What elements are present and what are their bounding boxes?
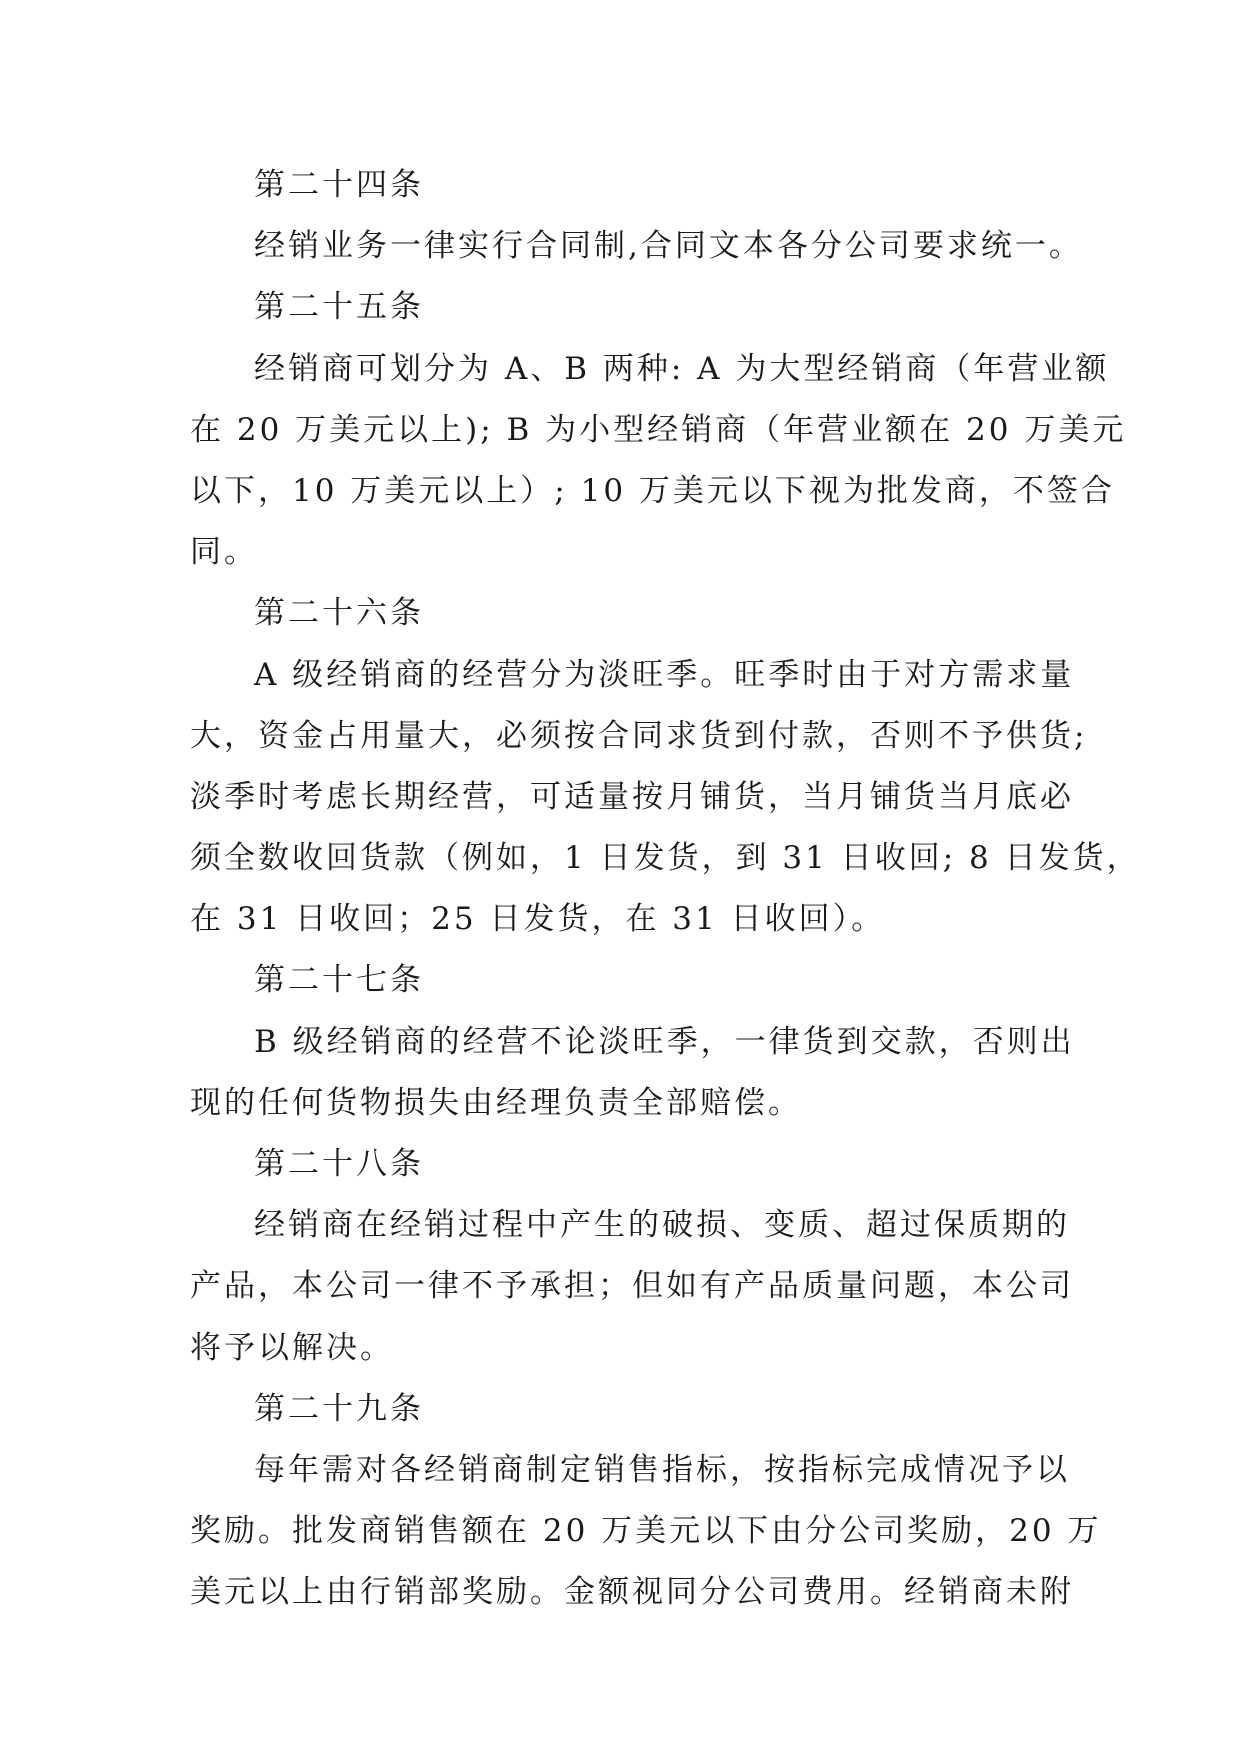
heading-text: 第二十九条 (254, 1390, 424, 1427)
article-paragraph (190, 1012, 1075, 1134)
article-heading (190, 1379, 1060, 1440)
heading-text: 第二十八条 (254, 1146, 424, 1182)
article-paragraph (190, 1195, 1074, 1379)
paragraph-line: 现的任何货物损失由经理负责全部赔偿。 (190, 1084, 802, 1121)
heading-text: 第二十七条 (254, 962, 424, 999)
article-paragraph (190, 1440, 1102, 1624)
article-paragraph (190, 645, 1141, 951)
article-heading (190, 1134, 1060, 1195)
paragraph-line: 将予以解决。 (190, 1329, 394, 1366)
document-body (190, 155, 1141, 1624)
paragraph-line: 产品，本公司一律不予承担；但如有产品质量问题，本公司 (190, 1268, 1074, 1305)
paragraph-line: 淡季时考虑长期经营，可适量按月铺货，当月铺货当月底必 (190, 778, 1074, 815)
paragraph-line: 经销商在经销过程中产生的破损、变质、超过保质期的 (254, 1207, 1070, 1244)
article-heading (190, 583, 1060, 644)
heading-text: 第二十四条 (254, 167, 424, 203)
article-heading (190, 277, 1060, 338)
article-paragraph (190, 339, 1127, 584)
article-heading (190, 155, 1060, 216)
paragraph-line: 经销商可划分为 A、B 两种: A 为大型经销商（年营业额 (254, 350, 1110, 387)
paragraph-line: 在 20 万美元以上); B 为小型经销商（年营业额在 20 万美元 (190, 411, 1127, 448)
article-heading (190, 950, 1060, 1011)
paragraph-line: A 级经销商的经营分为淡旺季。旺季时由于对方需求量 (254, 656, 1075, 693)
paragraph-line: 美元以上由行销部奖励。金额视同分公司费用。经销商未附 (190, 1574, 1074, 1611)
paragraph-line: 须全数收回货款（例如，1 日发货，到 31 日收回; 8 日发货， (190, 840, 1141, 877)
paragraph-line: 经销业务一律实行合同制,合同文本各分公司要求统一。 (254, 228, 1083, 265)
paragraph-line: 同。 (190, 534, 258, 571)
heading-text: 第二十五条 (254, 289, 424, 326)
paragraph-line: B 级经销商的经营不论淡旺季，一律货到交款，否则出 (254, 1023, 1075, 1060)
paragraph-line: 以下，10 万美元以上）; 10 万美元以下视为批发商，不签合 (190, 472, 1115, 509)
paragraph-line: 每年需对各经销商制定销售指标，按指标完成情况予以 (254, 1451, 1070, 1488)
article-paragraph (190, 216, 1083, 277)
paragraph-line: 奖励。批发商销售额在 20 万美元以下由分公司奖励，20 万 (190, 1513, 1102, 1550)
paragraph-line: 在 31 日收回；25 日发货，在 31 日收回）。 (190, 901, 886, 938)
heading-text: 第二十六条 (254, 595, 424, 632)
paragraph-line: 大，资金占用量大，必须按合同求货到付款，否则不予供货; (190, 717, 1088, 754)
